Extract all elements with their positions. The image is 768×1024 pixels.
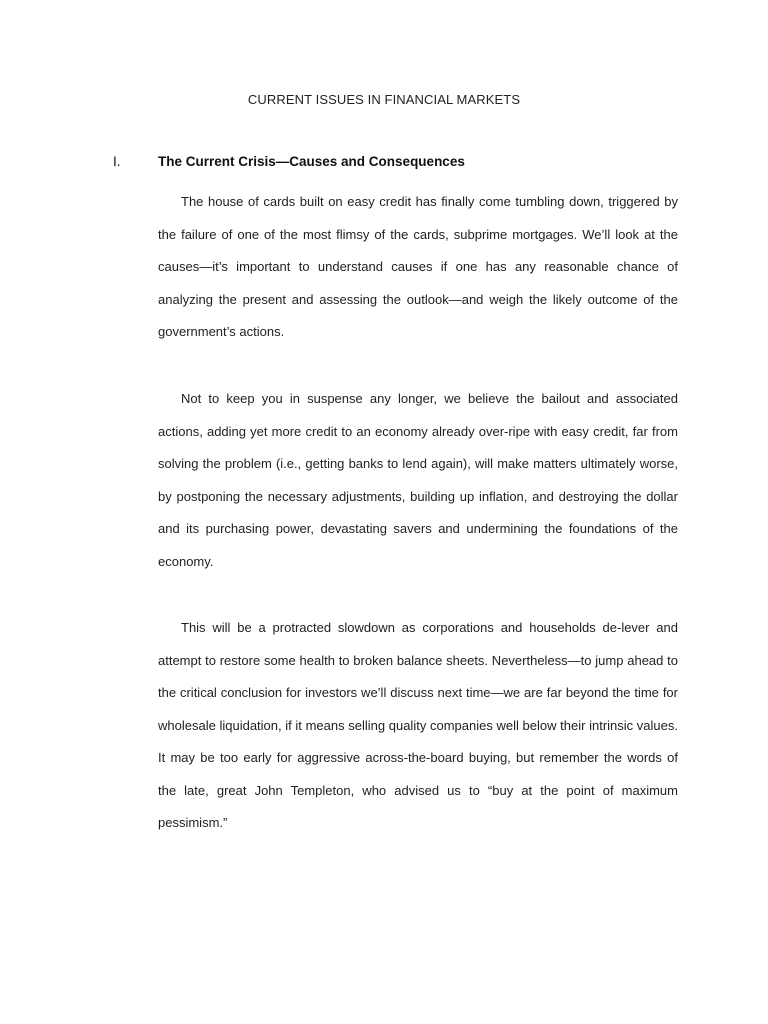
section-number: I. bbox=[113, 154, 121, 169]
paragraph-slowdown: This will be a protracted slowdown as corporations and households de-lever and attempt to restore some health to broken balance sheets. Nevertheless—to jump ahead to the critical conclusion for investors we’ll discuss next time—we are far beyond the time for wholesale liquidation, if it means selling quality companies well below their intrinsic values. It may be too early for aggressive across-the-board buying, but remember the words of the late, great John Templeton, who advised us to “buy at the point of maximum pessimism.” bbox=[158, 620, 678, 830]
paragraph-bailout: Not to keep you in suspense any longer, we believe the bailout and associated actions, adding yet more credit to an economy already over-ripe with easy credit, far from solving the problem (i.e., getting banks to lend again), will make matters ultimately worse, by postponing the necessary adjustments, building up inflation, and destroying the dollar and its purchasing power, devastating savers and undermining the foundations of the economy. bbox=[158, 391, 678, 569]
paragraph-causes: The house of cards built on easy credit has finally come tumbling down, triggered by the failure of one of the most flimsy of the cards, subprime mortgages. We’ll look at the causes—it’s important to understand causes if one has any reasonable chance of analyzing the present and assessing the outlook—and weigh the likely outcome of the government’s actions. bbox=[158, 194, 678, 339]
section-title: The Current Crisis—Causes and Consequences bbox=[158, 154, 465, 169]
document-title: CURRENT ISSUES IN FINANCIAL MARKETS bbox=[247, 92, 521, 107]
